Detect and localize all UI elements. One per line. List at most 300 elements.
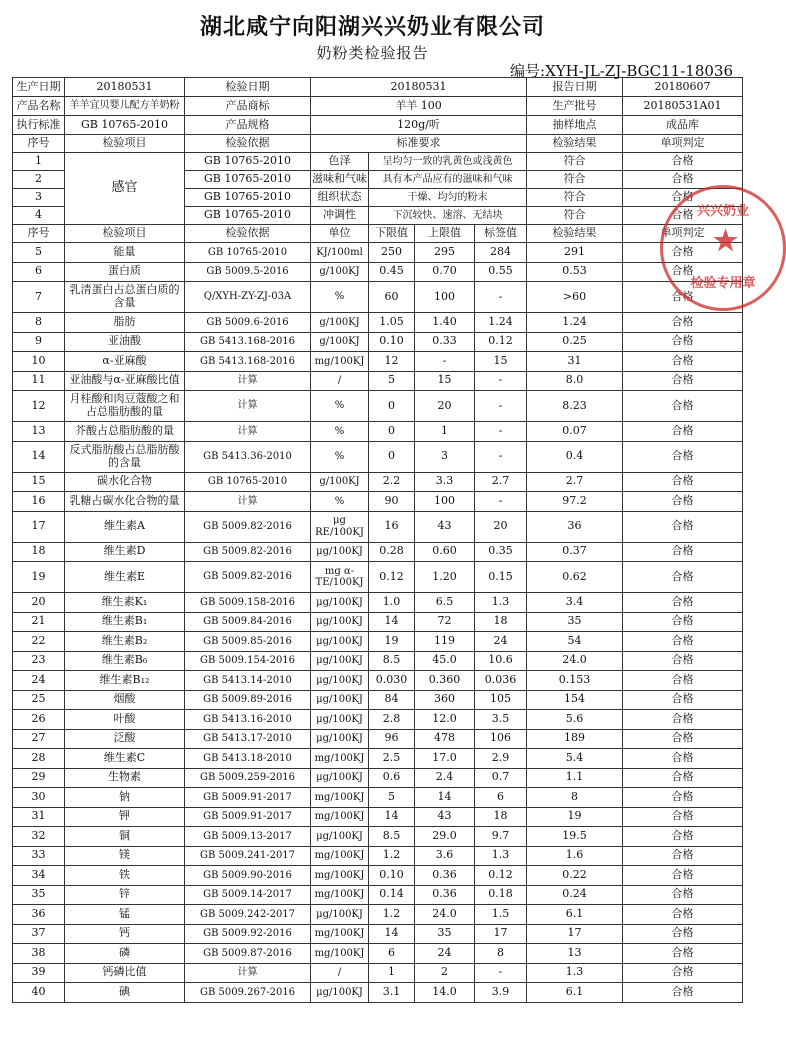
sensory-attribute: 组织状态 — [311, 189, 369, 207]
test-result: 符合 — [527, 207, 623, 225]
verdict: 合格 — [623, 983, 743, 1003]
label-value: 0.35 — [475, 542, 527, 562]
test-item: 生物素 — [65, 768, 185, 788]
test-item: 维生素K₁ — [65, 593, 185, 613]
sensory-requirement: 具有本产品应有的滋味和气味 — [369, 171, 527, 189]
row-number: 8 — [13, 313, 65, 333]
lower-limit: 0.6 — [369, 768, 415, 788]
upper-limit: 15 — [415, 371, 475, 391]
test-item: 钠 — [65, 788, 185, 808]
upper-limit: 43 — [415, 511, 475, 542]
table-row — [13, 749, 743, 769]
lower-limit: 0.030 — [369, 671, 415, 691]
unit: mg/100KJ — [311, 944, 369, 964]
label-value: 284 — [475, 243, 527, 263]
test-basis: GB 10765-2010 — [185, 472, 311, 492]
test-result: 0.07 — [527, 422, 623, 442]
lower-limit: 16 — [369, 511, 415, 542]
sensory-requirement: 下沉较快、速溶、无结块 — [369, 207, 527, 225]
header-no: 序号 — [13, 225, 65, 243]
test-item: 碘 — [65, 983, 185, 1003]
test-item: 脂肪 — [65, 313, 185, 333]
test-basis: GB 5009.82-2016 — [185, 511, 311, 542]
table-row — [13, 807, 743, 827]
table-row — [13, 671, 743, 691]
lower-limit: 0 — [369, 391, 415, 422]
test-result: 291 — [527, 243, 623, 263]
lower-limit: 5 — [369, 788, 415, 808]
report-date-value: 20180607 — [623, 78, 743, 97]
label-value: 20 — [475, 511, 527, 542]
test-basis: GB 5009.241-2017 — [185, 846, 311, 866]
table-row — [13, 391, 743, 422]
row-number: 17 — [13, 511, 65, 542]
lower-limit: 14 — [369, 807, 415, 827]
product-name-value: 羊羊宜贝婴儿配方羊奶粉 — [65, 97, 185, 116]
unit: mg/100KJ — [311, 352, 369, 372]
upper-limit: 20 — [415, 391, 475, 422]
standard-value: GB 10765-2010 — [65, 116, 185, 135]
label-value: 2.9 — [475, 749, 527, 769]
lower-limit: 6 — [369, 944, 415, 964]
unit: μg/100KJ — [311, 983, 369, 1003]
test-item: 月桂酸和肉豆蔻酸之和占总脂肪酸的量 — [65, 391, 185, 422]
label-value: 0.12 — [475, 866, 527, 886]
label-value: - — [475, 963, 527, 983]
verdict: 合格 — [623, 562, 743, 593]
test-basis: GB 5009.259-2016 — [185, 768, 311, 788]
test-result: 8.23 — [527, 391, 623, 422]
unit: mg/100KJ — [311, 846, 369, 866]
row-number: 3 — [13, 189, 65, 207]
upper-limit: 17.0 — [415, 749, 475, 769]
label-value: 8 — [475, 944, 527, 964]
upper-limit: 14 — [415, 788, 475, 808]
upper-limit: 3 — [415, 441, 475, 472]
test-basis: 计算 — [185, 963, 311, 983]
upper-limit: 24 — [415, 944, 475, 964]
test-result: 5.6 — [527, 710, 623, 730]
upper-limit: 0.360 — [415, 671, 475, 691]
star-icon: ★ — [713, 224, 739, 257]
inspection-date-value: 20180531 — [311, 78, 527, 97]
test-result: 19 — [527, 807, 623, 827]
lower-limit: 19 — [369, 632, 415, 652]
test-basis: GB 5009.13-2017 — [185, 827, 311, 847]
test-basis: GB 10765-2010 — [185, 243, 311, 263]
upper-limit: 0.70 — [415, 262, 475, 282]
row-number: 23 — [13, 651, 65, 671]
unit: g/100KJ — [311, 313, 369, 333]
upper-limit: 1.40 — [415, 313, 475, 333]
test-result: 3.4 — [527, 593, 623, 613]
lower-limit: 0.14 — [369, 885, 415, 905]
test-result: 0.22 — [527, 866, 623, 886]
header-basis: 检验依据 — [185, 225, 311, 243]
test-item: 维生素B₆ — [65, 651, 185, 671]
unit: μg/100KJ — [311, 710, 369, 730]
row-number: 33 — [13, 846, 65, 866]
table-row — [13, 612, 743, 632]
lower-limit: 0 — [369, 422, 415, 442]
test-item: 锰 — [65, 905, 185, 925]
upper-limit: 119 — [415, 632, 475, 652]
test-item: 芥酸占总脂肪酸的量 — [65, 422, 185, 442]
lower-limit: 0.10 — [369, 332, 415, 352]
test-item: 维生素B₂ — [65, 632, 185, 652]
test-item: 能量 — [65, 243, 185, 263]
unit: % — [311, 441, 369, 472]
label-value: 18 — [475, 807, 527, 827]
batch-label: 生产批号 — [527, 97, 623, 116]
row-number: 40 — [13, 983, 65, 1003]
test-item: 维生素E — [65, 562, 185, 593]
row-number: 39 — [13, 963, 65, 983]
lower-limit: 90 — [369, 492, 415, 512]
upper-limit: 0.36 — [415, 885, 475, 905]
label-value: 2.7 — [475, 472, 527, 492]
table-row — [13, 690, 743, 710]
verdict: 合格 — [623, 371, 743, 391]
label-value: 106 — [475, 729, 527, 749]
table-row — [13, 944, 743, 964]
lower-limit: 0.10 — [369, 866, 415, 886]
test-basis: 计算 — [185, 391, 311, 422]
row-number: 16 — [13, 492, 65, 512]
test-item: 蛋白质 — [65, 262, 185, 282]
test-result: 0.153 — [527, 671, 623, 691]
table-row — [13, 542, 743, 562]
row-number: 38 — [13, 944, 65, 964]
unit: μg/100KJ — [311, 827, 369, 847]
unit: / — [311, 963, 369, 983]
lower-limit: 96 — [369, 729, 415, 749]
test-result: 17 — [527, 924, 623, 944]
row-number: 26 — [13, 710, 65, 730]
verdict: 合格 — [623, 710, 743, 730]
test-item: 铜 — [65, 827, 185, 847]
unit: μg/100KJ — [311, 542, 369, 562]
verdict: 合格 — [623, 511, 743, 542]
batch-value: 20180531A01 — [623, 97, 743, 116]
sensory-group-label: 感官 — [65, 153, 185, 225]
test-item: α-亚麻酸 — [65, 352, 185, 372]
stamp-text-bottom: 检验专用章 — [690, 276, 756, 291]
test-result: 0.37 — [527, 542, 623, 562]
verdict: 合格 — [623, 885, 743, 905]
verdict: 合格 — [623, 593, 743, 613]
label-value: - — [475, 371, 527, 391]
production-date-value: 20180531 — [65, 78, 185, 97]
label-value: 0.12 — [475, 332, 527, 352]
test-basis: GB 5009.154-2016 — [185, 651, 311, 671]
upper-limit: 12.0 — [415, 710, 475, 730]
test-basis: GB 10765-2010 — [185, 153, 311, 171]
row-number: 22 — [13, 632, 65, 652]
verdict: 合格 — [623, 612, 743, 632]
test-item: 钙 — [65, 924, 185, 944]
unit: g/100KJ — [311, 332, 369, 352]
test-result: 31 — [527, 352, 623, 372]
label-value: 1.3 — [475, 593, 527, 613]
test-result: 2.7 — [527, 472, 623, 492]
test-basis: GB 5009.5-2016 — [185, 262, 311, 282]
verdict: 合格 — [623, 671, 743, 691]
table-row — [13, 866, 743, 886]
row-number: 13 — [13, 422, 65, 442]
sensory-header-result: 检验结果 — [527, 135, 623, 153]
test-result: 8 — [527, 788, 623, 808]
verdict: 合格 — [623, 352, 743, 372]
row-number: 14 — [13, 441, 65, 472]
verdict: 合格 — [623, 313, 743, 333]
header-upper: 上限值 — [415, 225, 475, 243]
test-item: 碳水化合物 — [65, 472, 185, 492]
test-basis: GB 5413.16-2010 — [185, 710, 311, 730]
table-row — [13, 651, 743, 671]
label-value: 18 — [475, 612, 527, 632]
sampling-label: 抽样地点 — [527, 116, 623, 135]
test-item: 锌 — [65, 885, 185, 905]
lower-limit: 0.45 — [369, 262, 415, 282]
table-row — [13, 492, 743, 512]
row-number: 20 — [13, 593, 65, 613]
report-date-label: 报告日期 — [527, 78, 623, 97]
test-item: 叶酸 — [65, 710, 185, 730]
test-item: 维生素A — [65, 511, 185, 542]
verdict: 合格 — [623, 282, 743, 313]
test-result: 13 — [527, 944, 623, 964]
test-item: 铁 — [65, 866, 185, 886]
lower-limit: 1.2 — [369, 905, 415, 925]
row-number: 9 — [13, 332, 65, 352]
sensory-header-basis: 检验依据 — [185, 135, 311, 153]
test-basis: GB 5009.89-2016 — [185, 690, 311, 710]
unit: μg/100KJ — [311, 612, 369, 632]
row-number: 2 — [13, 171, 65, 189]
row-number: 25 — [13, 690, 65, 710]
label-value: 3.5 — [475, 710, 527, 730]
lower-limit: 8.5 — [369, 827, 415, 847]
test-basis: 计算 — [185, 492, 311, 512]
verdict: 合格 — [623, 729, 743, 749]
test-result: 0.25 — [527, 332, 623, 352]
label-value: 9.7 — [475, 827, 527, 847]
header-item: 检验项目 — [65, 225, 185, 243]
label-value: 0.18 — [475, 885, 527, 905]
upper-limit: 478 — [415, 729, 475, 749]
sensory-requirement: 干燥、均匀的粉末 — [369, 189, 527, 207]
label-value: 0.15 — [475, 562, 527, 593]
label-value: 1.5 — [475, 905, 527, 925]
brand-label: 产品商标 — [185, 97, 311, 116]
verdict: 合格 — [623, 905, 743, 925]
test-item: 钾 — [65, 807, 185, 827]
lower-limit: 14 — [369, 612, 415, 632]
upper-limit: 100 — [415, 492, 475, 512]
unit: μg RE/100KJ — [311, 511, 369, 542]
row-number: 10 — [13, 352, 65, 372]
header-label: 标签值 — [475, 225, 527, 243]
sensory-attribute: 冲调性 — [311, 207, 369, 225]
test-item: 反式脂肪酸占总脂肪酸的含量 — [65, 441, 185, 472]
table-row — [13, 885, 743, 905]
standard-label: 执行标准 — [13, 116, 65, 135]
sensory-row — [13, 153, 743, 171]
label-value: 0.7 — [475, 768, 527, 788]
lower-limit: 0.28 — [369, 542, 415, 562]
test-result: 0.62 — [527, 562, 623, 593]
upper-limit: 0.33 — [415, 332, 475, 352]
upper-limit: 2 — [415, 963, 475, 983]
table-row — [13, 924, 743, 944]
table-row — [13, 632, 743, 652]
verdict: 合格 — [623, 243, 743, 263]
test-result: 6.1 — [527, 905, 623, 925]
lower-limit: 8.5 — [369, 651, 415, 671]
unit: % — [311, 422, 369, 442]
unit: μg/100KJ — [311, 729, 369, 749]
row-number: 19 — [13, 562, 65, 593]
test-basis: GB 5009.6-2016 — [185, 313, 311, 333]
unit: mg/100KJ — [311, 807, 369, 827]
test-result: 5.4 — [527, 749, 623, 769]
table-row — [13, 846, 743, 866]
test-basis: GB 5009.84-2016 — [185, 612, 311, 632]
inspection-date-label: 检验日期 — [185, 78, 311, 97]
label-value: - — [475, 391, 527, 422]
verdict: 合格 — [623, 472, 743, 492]
table-row — [13, 827, 743, 847]
unit: % — [311, 492, 369, 512]
row-number: 18 — [13, 542, 65, 562]
label-value: 1.24 — [475, 313, 527, 333]
upper-limit: 72 — [415, 612, 475, 632]
unit: μg/100KJ — [311, 690, 369, 710]
test-basis: GB 5009.85-2016 — [185, 632, 311, 652]
test-basis: GB 5009.90-2016 — [185, 866, 311, 886]
test-item: 烟酸 — [65, 690, 185, 710]
test-basis: GB 5009.242-2017 — [185, 905, 311, 925]
upper-limit: 6.5 — [415, 593, 475, 613]
row-number: 12 — [13, 391, 65, 422]
test-basis: GB 5009.14-2017 — [185, 885, 311, 905]
table-row — [13, 352, 743, 372]
verdict: 合格 — [623, 944, 743, 964]
table-row — [13, 262, 743, 282]
unit: mg/100KJ — [311, 885, 369, 905]
label-value: - — [475, 282, 527, 313]
test-result: 19.5 — [527, 827, 623, 847]
unit: μg/100KJ — [311, 651, 369, 671]
sensory-header-verdict: 单项判定 — [623, 135, 743, 153]
lower-limit: 14 — [369, 924, 415, 944]
unit: μg/100KJ — [311, 632, 369, 652]
unit: mg/100KJ — [311, 749, 369, 769]
verdict: 合格 — [623, 153, 743, 171]
test-basis: GB 5009.91-2017 — [185, 807, 311, 827]
label-value: 0.55 — [475, 262, 527, 282]
label-value: 0.036 — [475, 671, 527, 691]
unit: g/100KJ — [311, 472, 369, 492]
test-item: 钙磷比值 — [65, 963, 185, 983]
upper-limit: 24.0 — [415, 905, 475, 925]
test-item: 维生素B₁ — [65, 612, 185, 632]
label-value: 3.9 — [475, 983, 527, 1003]
upper-limit: 2.4 — [415, 768, 475, 788]
test-basis: GB 10765-2010 — [185, 207, 311, 225]
unit: % — [311, 391, 369, 422]
unit: mg α-TE/100KJ — [311, 562, 369, 593]
upper-limit: 100 — [415, 282, 475, 313]
upper-limit: 29.0 — [415, 827, 475, 847]
verdict: 合格 — [623, 807, 743, 827]
lower-limit: 2.5 — [369, 749, 415, 769]
label-value: 15 — [475, 352, 527, 372]
upper-limit: 43 — [415, 807, 475, 827]
test-basis: GB 10765-2010 — [185, 171, 311, 189]
sensory-header-item: 检验项目 — [65, 135, 185, 153]
upper-limit: 295 — [415, 243, 475, 263]
lower-limit: 0.12 — [369, 562, 415, 593]
upper-limit: 3.3 — [415, 472, 475, 492]
doc-no-value: XYH-JL-ZJ-BGC11-18036 — [545, 62, 733, 80]
lower-limit: 0 — [369, 441, 415, 472]
sensory-requirement: 呈均匀一致的乳黄色或浅黄色 — [369, 153, 527, 171]
label-value: 6 — [475, 788, 527, 808]
upper-limit: 0.60 — [415, 542, 475, 562]
production-date-label: 生产日期 — [13, 78, 65, 97]
test-basis: GB 5009.158-2016 — [185, 593, 311, 613]
table-row — [13, 441, 743, 472]
test-basis: GB 5413.168-2016 — [185, 352, 311, 372]
table-row — [13, 963, 743, 983]
test-basis: Q/XYH-ZY-ZJ-03A — [185, 282, 311, 313]
upper-limit: 3.6 — [415, 846, 475, 866]
unit: μg/100KJ — [311, 671, 369, 691]
verdict: 合格 — [623, 441, 743, 472]
doc-no-label: 编号: — [510, 62, 546, 80]
row-number: 35 — [13, 885, 65, 905]
row-number: 7 — [13, 282, 65, 313]
test-basis: GB 5009.82-2016 — [185, 542, 311, 562]
lower-limit: 5 — [369, 371, 415, 391]
sampling-value: 成品库 — [623, 116, 743, 135]
test-result: 24.0 — [527, 651, 623, 671]
unit: mg/100KJ — [311, 788, 369, 808]
label-value: - — [475, 441, 527, 472]
upper-limit: 45.0 — [415, 651, 475, 671]
product-name-label: 产品名称 — [13, 97, 65, 116]
lower-limit: 12 — [369, 352, 415, 372]
test-result: 符合 — [527, 171, 623, 189]
lower-limit: 84 — [369, 690, 415, 710]
verdict: 合格 — [623, 963, 743, 983]
unit: mg/100KJ — [311, 924, 369, 944]
verdict: 合格 — [623, 542, 743, 562]
verdict: 合格 — [623, 422, 743, 442]
test-item: 泛酸 — [65, 729, 185, 749]
test-result: 36 — [527, 511, 623, 542]
verdict: 合格 — [623, 749, 743, 769]
sensory-attribute: 色泽 — [311, 153, 369, 171]
report-table — [12, 77, 743, 1003]
row-number: 1 — [13, 153, 65, 171]
test-basis: 计算 — [185, 371, 311, 391]
test-basis: GB 10765-2010 — [185, 189, 311, 207]
table-row — [13, 593, 743, 613]
lower-limit: 250 — [369, 243, 415, 263]
